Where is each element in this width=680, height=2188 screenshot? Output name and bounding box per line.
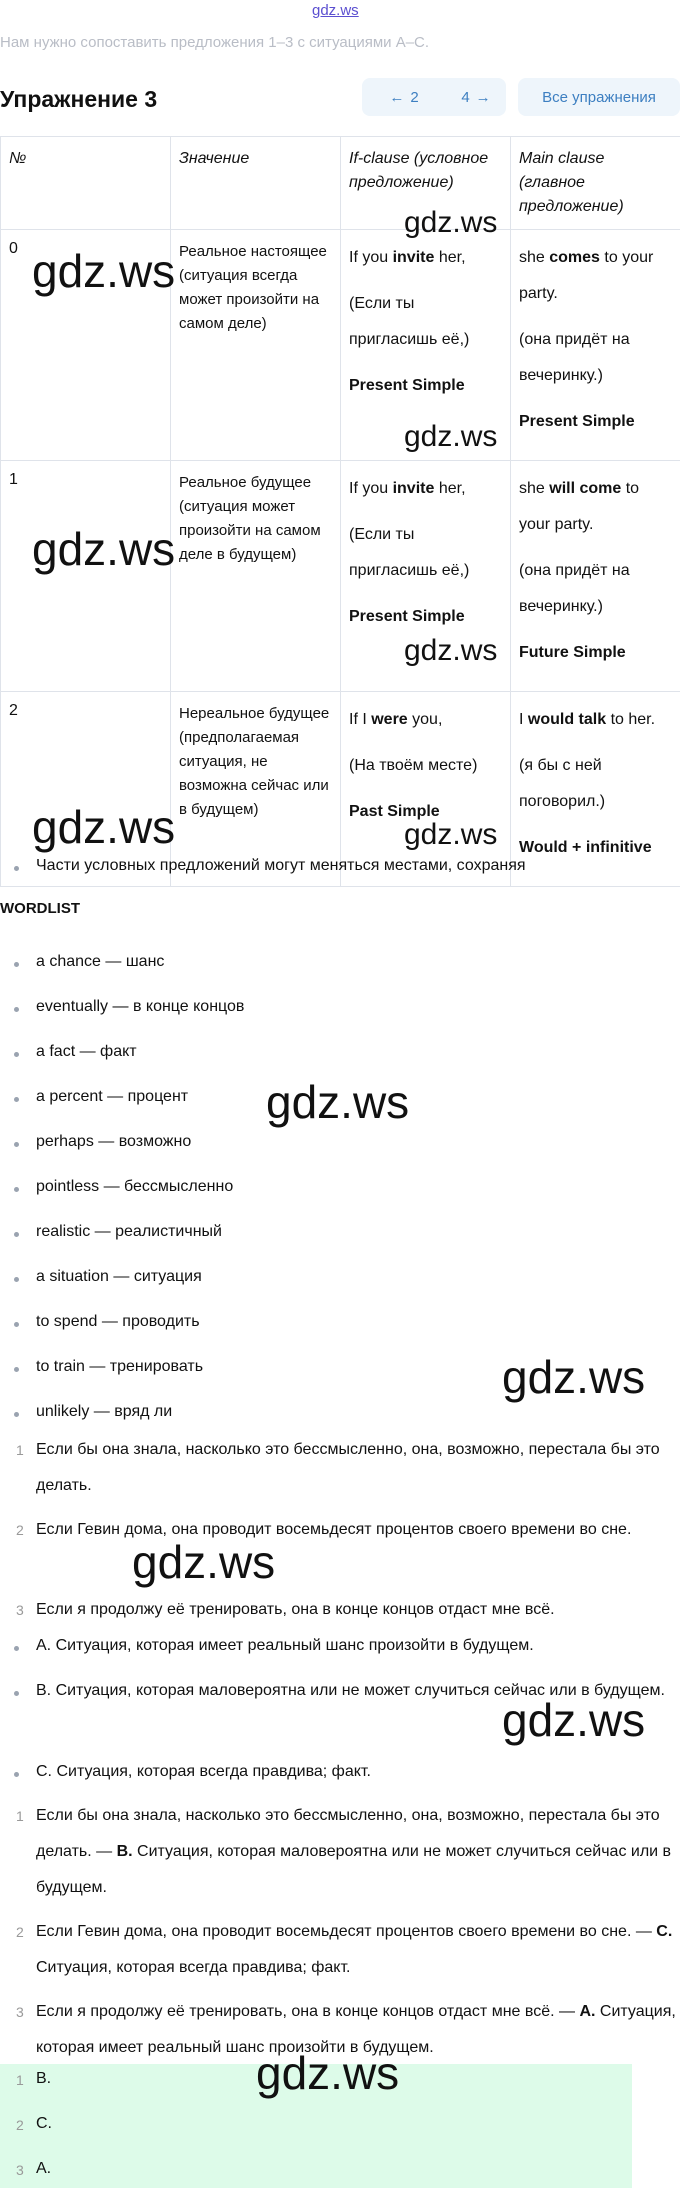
bullet-icon <box>14 1322 19 1327</box>
list-item: pointless — бессмысленно <box>36 1178 234 1195</box>
meaning-cell: Реальное будущее (ситуация может произойти на самом деле в будущем) <box>171 461 341 692</box>
table-row <box>1 461 680 692</box>
match-text: Если бы она знала, насколько это бессмысленно, она, возможно, перестала бы это делать. — B. Ситуация, которая маловероятна или не может случиться сейчас или в будущем. <box>36 1807 672 1896</box>
sentence-text: Если Гевин дома, она проводит восемьдесят процентов своего времени во сне. <box>36 1521 632 1538</box>
bullet-icon <box>14 1007 19 1012</box>
prev-exercise-label: 2 <box>410 88 419 106</box>
wordlist-heading: WORDLIST <box>0 900 80 917</box>
main-clause-cell: she will come to your party. (она придёт на вечеринку.) Future Simple <box>511 461 680 692</box>
match-number: 1 <box>16 1808 24 1824</box>
bullet-icon <box>14 1232 19 1237</box>
match-number: 2 <box>16 1924 24 1940</box>
watermark: gdz.ws <box>32 245 176 297</box>
bullet-icon <box>14 1772 19 1777</box>
situation-text: A. Ситуация, которая имеет реальный шанс произойти в будущем. <box>36 1637 534 1654</box>
sentence-text: Если я продолжу её тренировать, она в конце концов отдаст мне всё. <box>36 1601 555 1618</box>
sentence-number: 1 <box>16 1442 24 1458</box>
arrow-left-icon: ← <box>389 88 405 106</box>
all-exercises-label: Все упражнения <box>542 88 656 106</box>
bullet-icon <box>14 1142 19 1147</box>
watermark: gdz.ws <box>132 1536 276 1588</box>
prev-exercise-button[interactable] <box>362 78 446 116</box>
meaning-cell: Реальное настоящее (ситуация всегда может произойти на самом деле) <box>171 230 341 461</box>
row-number: 0 <box>1 230 171 461</box>
answer-number: 3 <box>16 2162 24 2178</box>
sentence-number: 3 <box>16 1602 24 1618</box>
watermark: gdz.ws <box>256 2047 400 2099</box>
watermark: gdz.ws <box>404 420 498 453</box>
list-item: to spend — проводить <box>36 1313 200 1330</box>
watermark: gdz.ws <box>32 801 176 853</box>
sentence-text: Если бы она знала, насколько это бессмысленно, она, возможно, перестала бы это делать. <box>36 1441 660 1494</box>
bullet-icon <box>14 1052 19 1057</box>
list-item: realistic — реалистичный <box>36 1223 222 1240</box>
bullet-icon <box>14 866 19 871</box>
main-clause-cell: she comes to your party. (она придёт на вечеринку.) Present Simple <box>511 230 680 461</box>
list-item: eventually — в конце концов <box>36 998 245 1015</box>
match-text: Если я продолжу её тренировать, она в конце концов отдаст мне всё. — A. Ситуация, которая имеет реальный шанс произойти в будущем. <box>36 2003 676 2056</box>
table-header-cell: Main clause (главное предложение) <box>511 137 680 230</box>
answer-value: C. <box>36 2115 52 2132</box>
watermark: gdz.ws <box>32 523 176 575</box>
list-item: a fact — факт <box>36 1043 137 1060</box>
list-item: a percent — процент <box>36 1088 189 1105</box>
bullet-icon <box>14 1367 19 1372</box>
answer-number: 1 <box>16 2072 24 2088</box>
arrow-right-icon: → <box>475 88 491 106</box>
answer-number: 2 <box>16 2117 24 2133</box>
watermark: gdz.ws <box>502 1694 646 1746</box>
all-exercises-button[interactable] <box>518 78 680 116</box>
bullet-icon <box>14 1691 19 1696</box>
bullet-icon <box>14 1277 19 1282</box>
list-item: to train — тренировать <box>36 1358 204 1375</box>
watermark: gdz.ws <box>502 1351 646 1403</box>
if-clause-cell: If you invite her, (Если ты пригласишь её,) Present Simple <box>341 461 511 692</box>
table-header-row <box>1 137 680 230</box>
main-clause-cell: I would talk to her. (я бы с ней поговорил.) Would + infinitive <box>511 692 680 887</box>
situation-text: C. Ситуация, которая всегда правдива; факт. <box>36 1763 371 1780</box>
site-link[interactable]: gdz.ws <box>312 2 359 19</box>
meaning-cell: Нереальное будущее (предполагаемая ситуация, не возможна сейчас или в будущем) <box>171 692 341 887</box>
match-number: 3 <box>16 2004 24 2020</box>
list-item: a chance — шанс <box>36 953 165 970</box>
table-header-cell: If-clause (условное предложение) <box>341 137 511 230</box>
intro-text: Нам нужно сопоставить предложения 1–3 с ситуациями A–C. <box>0 34 430 51</box>
table-header-cell: № <box>1 137 171 230</box>
situation-text: B. Ситуация, которая маловероятна или не может случиться сейчас или в будущем. <box>36 1682 665 1699</box>
if-clause-cell: If you invite her, (Если ты пригласишь её,) Present Simple <box>341 230 511 461</box>
row-number: 1 <box>1 461 171 692</box>
if-clause-cell: If I were you, (На твоём месте) Past Simple <box>341 692 511 887</box>
list-item: unlikely — вряд ли <box>36 1403 173 1420</box>
list-item: a situation — ситуация <box>36 1268 202 1285</box>
bullet-icon <box>14 1097 19 1102</box>
bullet-icon <box>14 962 19 967</box>
table-header-cell: Значение <box>171 137 341 230</box>
next-exercise-button[interactable] <box>446 78 506 116</box>
watermark: gdz.ws <box>404 206 498 239</box>
list-item: perhaps — возможно <box>36 1133 192 1150</box>
bullet-icon <box>14 1646 19 1651</box>
exercise-title: Упражнение 3 <box>0 86 158 112</box>
match-text: Если Гевин дома, она проводит восемьдесят процентов своего времени во сне. — C. Ситуация, которая всегда правдива; факт. <box>36 1923 673 1976</box>
watermark: gdz.ws <box>404 818 498 851</box>
watermark: gdz.ws <box>266 1076 410 1128</box>
bullet-icon <box>14 1412 19 1417</box>
next-exercise-label: 4 <box>461 88 470 106</box>
sentence-number: 2 <box>16 1522 24 1538</box>
answer-value: A. <box>36 2160 52 2177</box>
row-number: 2 <box>1 692 171 887</box>
watermark: gdz.ws <box>404 634 498 667</box>
note-text: Части условных предложений могут меняться местами, сохраняя <box>36 857 526 874</box>
answer-value: B. <box>36 2070 52 2087</box>
bullet-icon <box>14 1187 19 1192</box>
